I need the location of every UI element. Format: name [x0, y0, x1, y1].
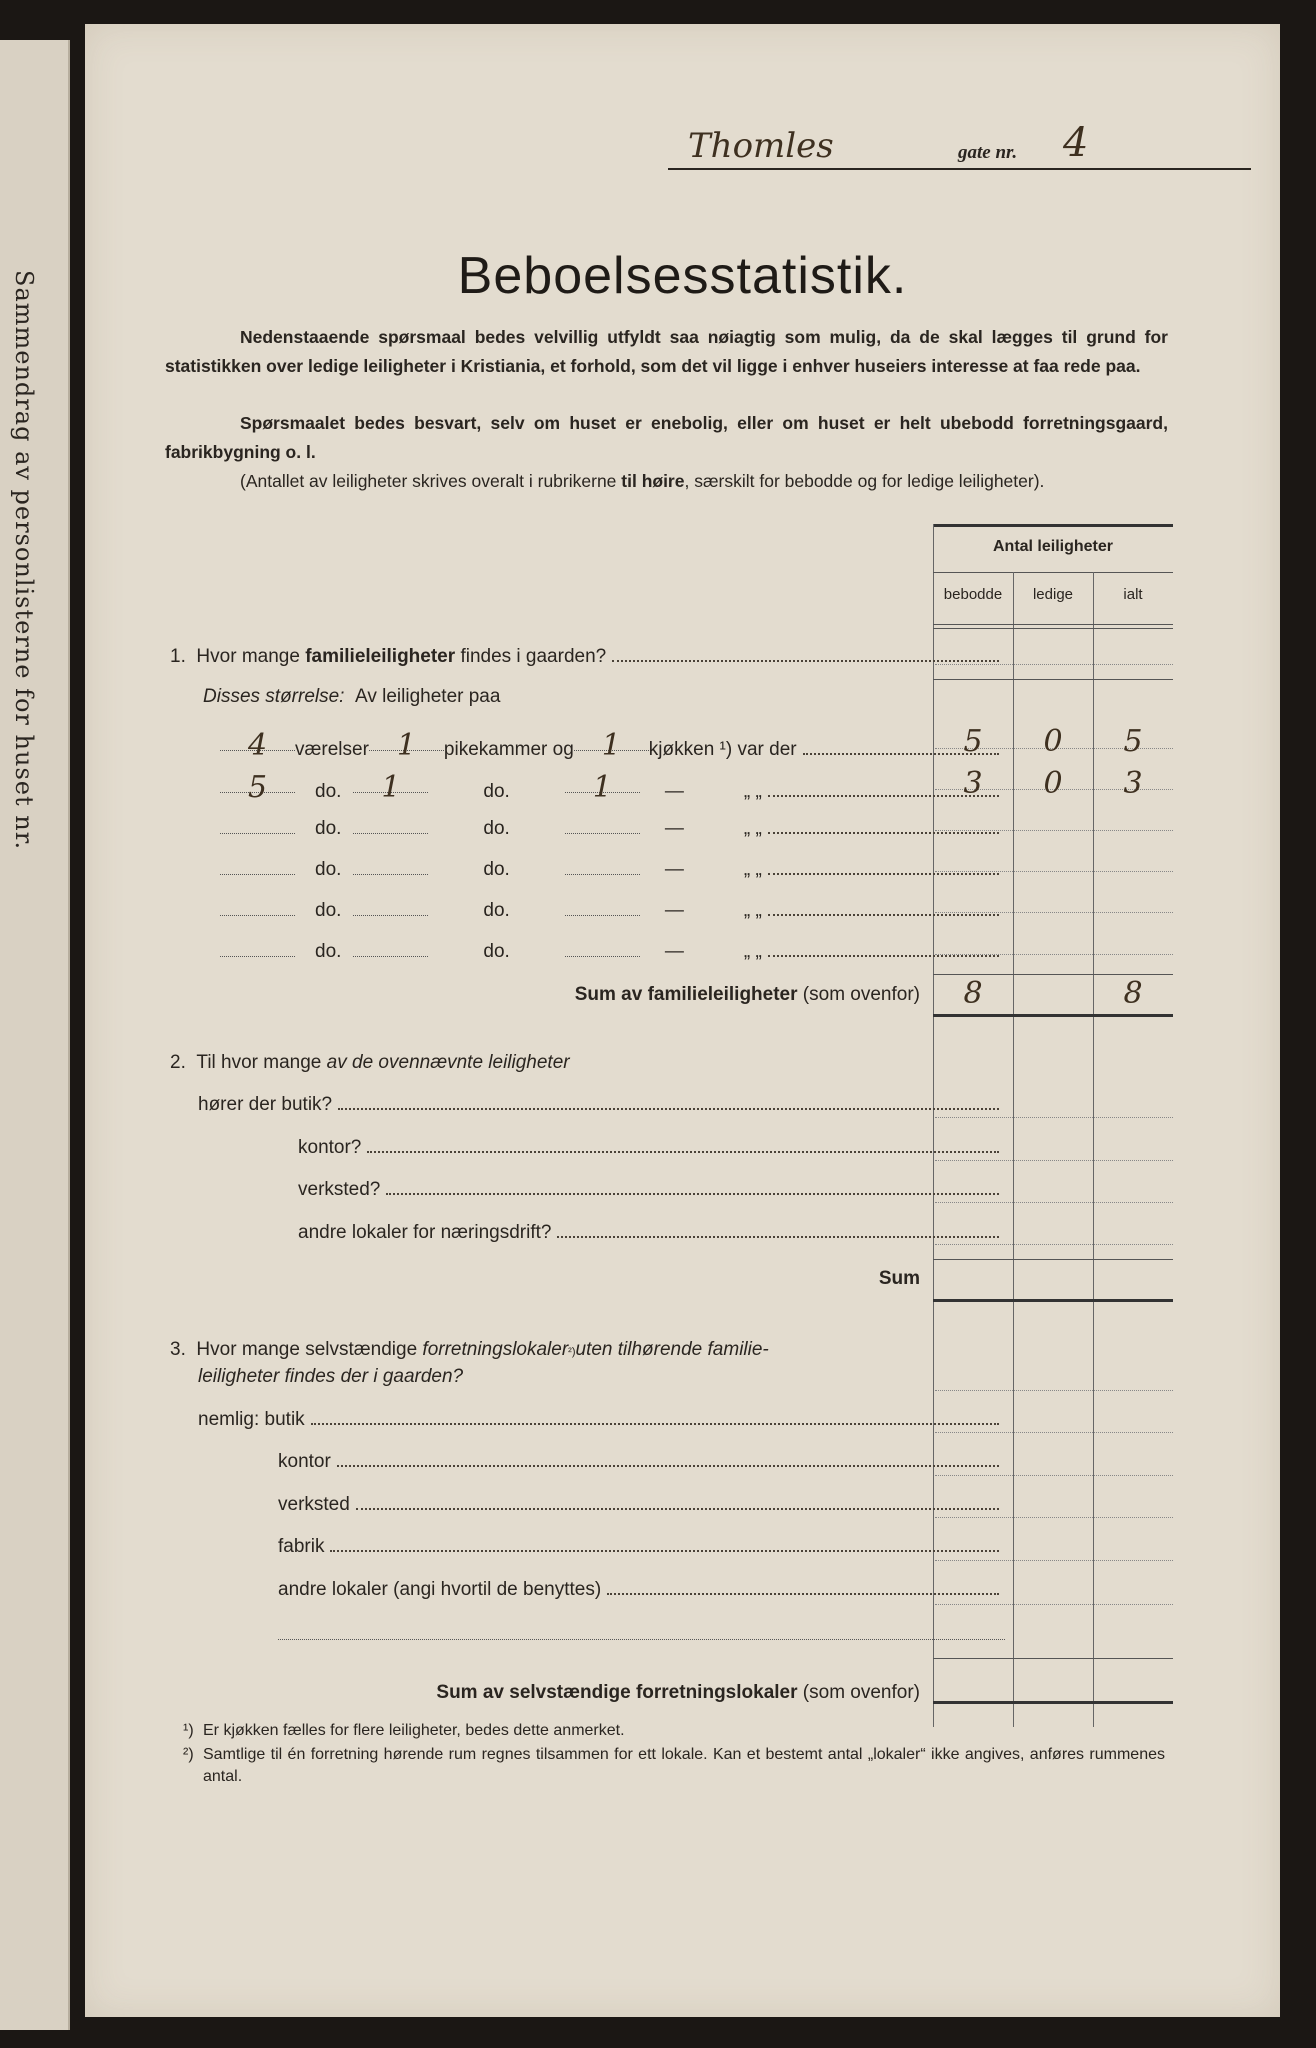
q1-size-row-1 [220, 728, 1005, 761]
spine-text: Sammendrag av personlisterne for huset nr. [10, 270, 38, 851]
q2-item-kontor [298, 1137, 1005, 1159]
q1-size-row [220, 852, 1005, 881]
vaerelser-label: værelser [295, 739, 369, 760]
q2-text: Til hvor mange [196, 1052, 322, 1073]
q1-row [170, 646, 1005, 668]
rooms-field[interactable] [220, 934, 295, 957]
do-label: do. [483, 859, 510, 880]
col-header-ialt: ialt [1123, 586, 1143, 603]
footnote-text: Er kjøkken fælles for flere leiligheter, bedes dette anmerket. [203, 1722, 625, 1739]
q3-item [198, 1409, 1005, 1431]
q1-text-bold: familieleiligheter [305, 646, 456, 667]
q1-size-row [220, 811, 1005, 840]
size-label-italic: Disses størrelse: [203, 686, 345, 707]
dash: — [664, 941, 684, 962]
do-label: do. [483, 941, 510, 962]
house-number-handwritten: 4 [1063, 120, 1089, 166]
do-label: do. [483, 818, 510, 839]
q3-row-line2 [198, 1366, 463, 1388]
footnote-mark: ¹) [183, 1722, 194, 1739]
pikekammer-field[interactable] [353, 811, 428, 834]
kjokken-label: kjøkken ¹) var der [648, 739, 797, 760]
do-label: do. [315, 941, 342, 962]
address-line [668, 120, 1251, 170]
q2-number: 2. [170, 1052, 186, 1073]
q1-text: Hvor mange [196, 646, 300, 667]
q2-item-verksted [298, 1179, 1005, 1201]
q1-row-bebodde[interactable]: 3 [963, 766, 983, 801]
q3-footnote-mark: ²) [568, 1346, 576, 1358]
q2-item-andre [298, 1222, 1005, 1244]
do-label: do. [315, 859, 342, 880]
rooms-field[interactable]: 5 [220, 770, 295, 793]
q2-item-label: andre lokaler for næringsdrift? [298, 1222, 552, 1243]
do-label: do. [483, 900, 510, 921]
q1-sum-bebodde[interactable]: 8 [963, 976, 983, 1011]
q1-sum-label-rest: (som ovenfor) [802, 984, 920, 1005]
q2-item-label: kontor? [298, 1137, 362, 1158]
q1-row1-bebodde[interactable]: 5 [963, 724, 983, 759]
previous-page-edge [0, 40, 70, 2030]
do-label: do. [315, 781, 342, 802]
table-group-header: Antal leiligheter [992, 538, 1114, 555]
q3-row [170, 1339, 1005, 1361]
ditto-marks: „ „ [743, 781, 762, 802]
col-header-ledige: ledige [1032, 586, 1074, 603]
q1-text-end: findes i gaarden? [460, 646, 607, 667]
page-title: Beboelsesstatistik. [457, 247, 908, 305]
q3-item-label: fabrik [278, 1536, 325, 1557]
q3-item-label: andre lokaler (angi hvortil de benyttes) [278, 1579, 602, 1600]
ditto-marks: „ „ [743, 900, 762, 921]
kjokken-field[interactable] [565, 811, 640, 834]
intro-paragraph-2: Spørsmaalet bedes besvart, selv om huset er enebolig, eller om huset er helt ubebodd forretningsgaard, fabrikbygning o. l. [165, 413, 1168, 462]
dash: — [664, 859, 684, 880]
do-label: do. [315, 818, 342, 839]
q3-item-label: kontor [278, 1451, 331, 1472]
q3-extra-blank-line[interactable] [278, 1639, 1005, 1640]
pikekammer-field[interactable] [353, 934, 428, 957]
q1-row1-ialt[interactable]: 5 [1123, 724, 1143, 759]
q1-row-ialt[interactable]: 3 [1123, 766, 1143, 801]
do-label: do. [483, 781, 510, 802]
size-label: Av leiligheter paa [355, 686, 501, 707]
rooms-field[interactable]: 4 [220, 728, 295, 751]
q3-number: 3. [170, 1339, 186, 1360]
q1-size-row [220, 893, 1005, 922]
form-page [85, 24, 1280, 2017]
pikekammer-field[interactable]: 1 [369, 728, 444, 751]
q1-row-ledige[interactable]: 0 [1043, 766, 1063, 801]
q3-sum-row [85, 1682, 920, 1704]
q1-size-row [220, 770, 1005, 803]
pikekammer-field[interactable] [353, 893, 428, 916]
kjokken-field[interactable] [565, 852, 640, 875]
intro-paragraph-1: Nedenstaaende spørsmaal bedes velvillig utfyldt saa nøiagtig som mulig, da de skal lægges til grund for statistikken over ledige leiligheter i Kristiania, et forhold, som det vil ligge i enhver huseiers interesse at faa rede paa. [165, 327, 1168, 376]
q2-text-italic: av de ovennævnte leiligheter [326, 1052, 570, 1073]
q3-item-label: verksted [278, 1494, 350, 1515]
do-label: do. [315, 900, 342, 921]
q3-text: Hvor mange selvstændige [196, 1339, 418, 1360]
q3-text-line2: leiligheter findes der i gaarden? [198, 1366, 464, 1387]
dash: — [664, 818, 684, 839]
q2-item-label: verksted? [298, 1179, 381, 1200]
dash: — [664, 781, 684, 802]
rooms-field[interactable] [220, 852, 295, 875]
intro-p3-text-end: , særskilt for bebodde og for ledige leiligheter). [684, 471, 1045, 491]
q3-item [278, 1494, 1005, 1516]
intro-p3-text: (Antallet av leiligheter skrives overalt i rubrikerne [240, 471, 622, 491]
q3-item [278, 1451, 1005, 1473]
q1-number: 1. [170, 646, 186, 667]
q2-item-label: hører der butik? [198, 1094, 333, 1115]
pikekammer-label: pikekammer og [443, 739, 574, 760]
footnote-text: Samtlige til én forretning hørende rum regnes tilsammen for ett lokale. Kan et bestemt antal „lokaler“ ikke angives, anføres rummenes antal. [203, 1746, 1165, 1785]
q1-sum-ialt[interactable]: 8 [1123, 976, 1143, 1011]
q2-item-butik [198, 1094, 1005, 1116]
col-header-bebodde: bebodde [943, 586, 1003, 603]
q1-sum-label: Sum av familieleiligheter [574, 984, 798, 1005]
rooms-field[interactable] [220, 811, 295, 834]
dash: — [664, 900, 684, 921]
q3-item [278, 1536, 1005, 1558]
street-name-handwritten: Thomles [688, 126, 834, 166]
ditto-marks: „ „ [743, 941, 762, 962]
kjokken-field[interactable] [565, 934, 640, 957]
kjokken-field[interactable]: 1 [574, 728, 649, 751]
q3-text-italic: forretningslokaler [422, 1339, 569, 1360]
ditto-marks: „ „ [743, 859, 762, 880]
kjokken-field[interactable] [565, 893, 640, 916]
q1-sum-row [85, 984, 920, 1006]
pikekammer-field[interactable]: 1 [353, 770, 428, 793]
footnote-2 [183, 1744, 1165, 1788]
footnote-mark: ²) [183, 1746, 194, 1763]
q3-text-italic-2: uten tilhørende familie- [575, 1339, 769, 1360]
q1-row1-ledige[interactable]: 0 [1043, 724, 1063, 759]
q1-size-label [203, 686, 500, 708]
q3-sum-label: Sum av selvstændige forretningslokaler [436, 1682, 798, 1703]
q1-size-row [220, 934, 1005, 963]
ditto-marks: „ „ [743, 818, 762, 839]
q3-sum-label-rest: (som ovenfor) [802, 1682, 920, 1703]
intro-p3-bold: til høire [621, 471, 685, 491]
q2-sum [85, 1268, 920, 1290]
pikekammer-field[interactable] [353, 852, 428, 875]
footnote-1 [183, 1720, 1173, 1742]
q3-item-label: nemlig: butik [198, 1409, 305, 1430]
kjokken-field[interactable]: 1 [565, 770, 640, 793]
rooms-field[interactable] [220, 893, 295, 916]
intro-paragraph-3 [165, 467, 1168, 496]
q2-row [170, 1052, 570, 1074]
q3-item [278, 1579, 1005, 1601]
q2-sum-label: Sum [878, 1268, 920, 1289]
gate-label: gate nr. [958, 142, 1018, 163]
